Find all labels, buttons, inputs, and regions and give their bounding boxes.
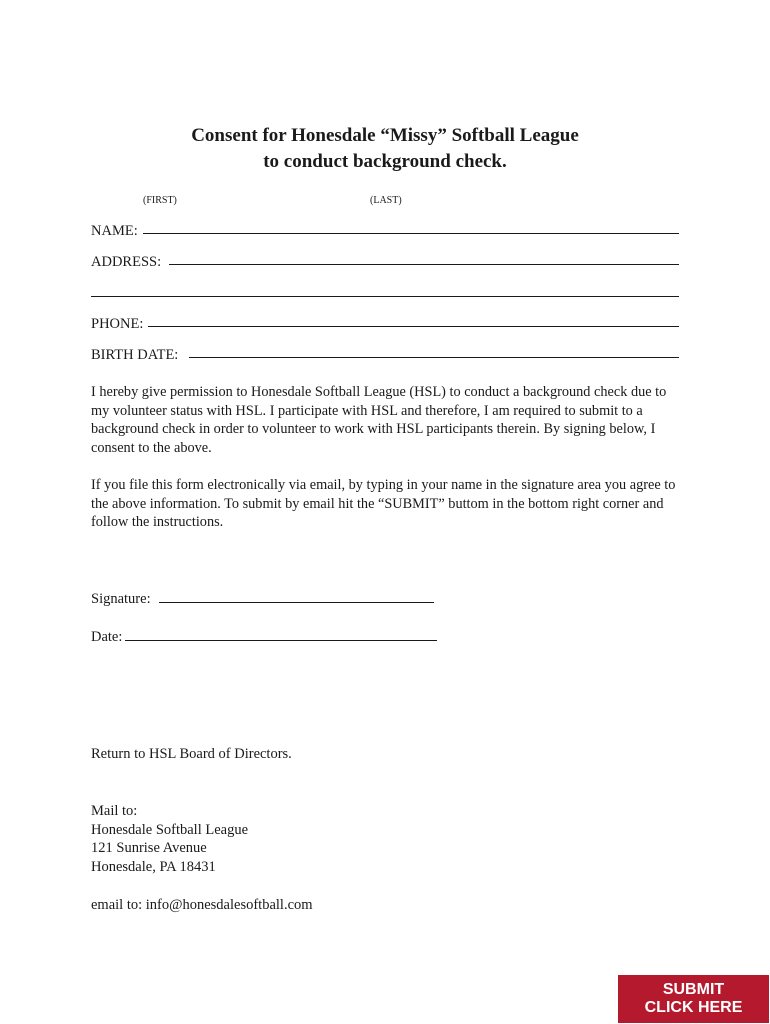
mail-organization: Honesdale Softball League [91, 822, 249, 838]
mail-city: Honesdale, PA 18431 [91, 859, 216, 875]
birth-date-field[interactable] [189, 357, 679, 358]
consent-paragraph: I hereby give permission to Honesdale Softball League (HSL) to conduct a background check due to my volunteer status with HSL. I participate with HSL and therefore, I am required to submit to a background check in order to volunteer to work with HSL participants therein. By signing below, I consent to the above. [91, 384, 667, 456]
submit-button-label: SUBMIT [662, 981, 725, 998]
mail-heading: Mail to: [91, 803, 138, 819]
form-subtitle: to conduct background check. [263, 151, 507, 172]
address-line-2-field[interactable] [91, 296, 679, 297]
name-field[interactable] [143, 233, 679, 234]
date-label: Date: [91, 629, 123, 645]
email-text: email to: info@honesdalesoftball.com [91, 897, 313, 913]
form-title: Consent for Honesdale “Missy” Softball League [191, 125, 579, 146]
return-to-text: Return to HSL Board of Directors. [91, 746, 292, 762]
phone-field[interactable] [148, 326, 679, 327]
address-field[interactable] [169, 264, 679, 265]
electronic-filing-paragraph: If you file this form electronically via email, by typing in your name in the signature area you agree to the above information. To submit by email hit the “SUBMIT” buttom in the bottom right corner and follow the instructions. [91, 477, 676, 530]
submit-button-sublabel: CLICK HERE [644, 999, 743, 1016]
phone-label: PHONE: [91, 316, 144, 332]
name-label: NAME: [91, 223, 138, 239]
birth-date-label: BIRTH DATE: [91, 347, 179, 363]
last-name-hint: (LAST) [370, 195, 402, 206]
date-field[interactable] [125, 640, 437, 641]
mail-street: 121 Sunrise Avenue [91, 840, 207, 856]
address-label: ADDRESS: [91, 254, 162, 270]
submit-button[interactable] [618, 975, 769, 1023]
signature-label: Signature: [91, 591, 151, 607]
signature-field[interactable] [159, 602, 434, 603]
first-name-hint: (FIRST) [143, 195, 177, 206]
